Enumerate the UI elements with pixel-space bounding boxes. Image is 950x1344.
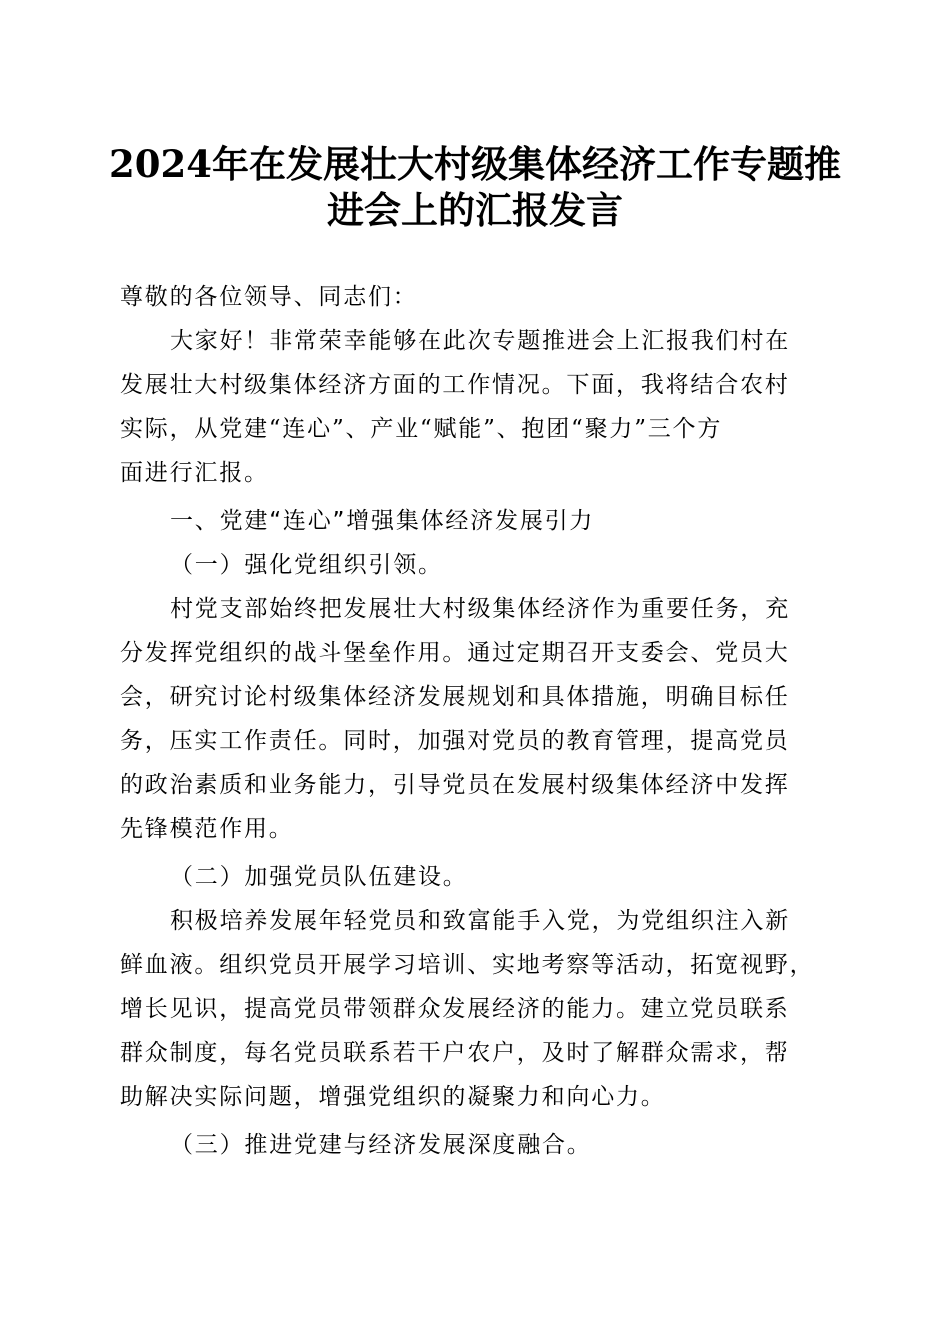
subsection-2-line-1: 积极培养发展年轻党员和致富能手入党，为党组织注入新 <box>170 908 790 934</box>
subsection-2-heading: （二）加强党员队伍建设。 <box>170 864 468 890</box>
subsection-3-heading: （三）推进党建与经济发展深度融合。 <box>170 1132 592 1158</box>
intro-line-2: 发展壮大村级集体经济方面的工作情况。下面，我将结合农村 <box>120 372 790 398</box>
document-title-line-2: 进会上的汇报发言 <box>327 188 623 232</box>
intro-line-4: 面进行汇报。 <box>120 460 269 486</box>
salutation: 尊敬的各位领导、同志们： <box>120 284 418 310</box>
intro-line-1: 大家好！非常荣幸能够在此次专题推进会上汇报我们村在 <box>170 328 790 354</box>
document-title-line-1: 2024年在发展壮大村级集体经济工作专题推 <box>109 142 841 186</box>
subsection-2-line-2: 鲜血液。组织党员开展学习培训、实地考察等活动，拓宽视野， <box>120 952 815 978</box>
subsection-2-line-5: 助解决实际问题，增强党组织的凝聚力和向心力。 <box>120 1084 666 1110</box>
subsection-1-line-1: 村党支部始终把发展壮大村级集体经济作为重要任务，充 <box>170 596 790 622</box>
subsection-1-line-5: 的政治素质和业务能力，引导党员在发展村级集体经济中发挥 <box>120 772 790 798</box>
subsection-1-line-4: 务，压实工作责任。同时，加强对党员的教育管理，提高党员 <box>120 728 790 754</box>
subsection-2-line-3: 增长见识，提高党员带领群众发展经济的能力。建立党员联系 <box>120 996 790 1022</box>
section-1-heading: 一、党建“连心”增强集体经济发展引力 <box>170 508 595 534</box>
subsection-1-line-6: 先锋模范作用。 <box>120 816 294 842</box>
subsection-1-line-3: 会，研究讨论村级集体经济发展规划和具体措施，明确目标任 <box>120 684 790 710</box>
subsection-2-line-4: 群众制度，每名党员联系若干户农户，及时了解群众需求，帮 <box>120 1040 790 1066</box>
subsection-1-heading: （一）强化党组织引领。 <box>170 552 443 578</box>
subsection-1-line-2: 分发挥党组织的战斗堡垒作用。通过定期召开支委会、党员大 <box>120 640 790 666</box>
intro-line-3: 实际，从党建“连心”、产业“赋能”、抱团“聚力”三个方 <box>120 416 723 442</box>
